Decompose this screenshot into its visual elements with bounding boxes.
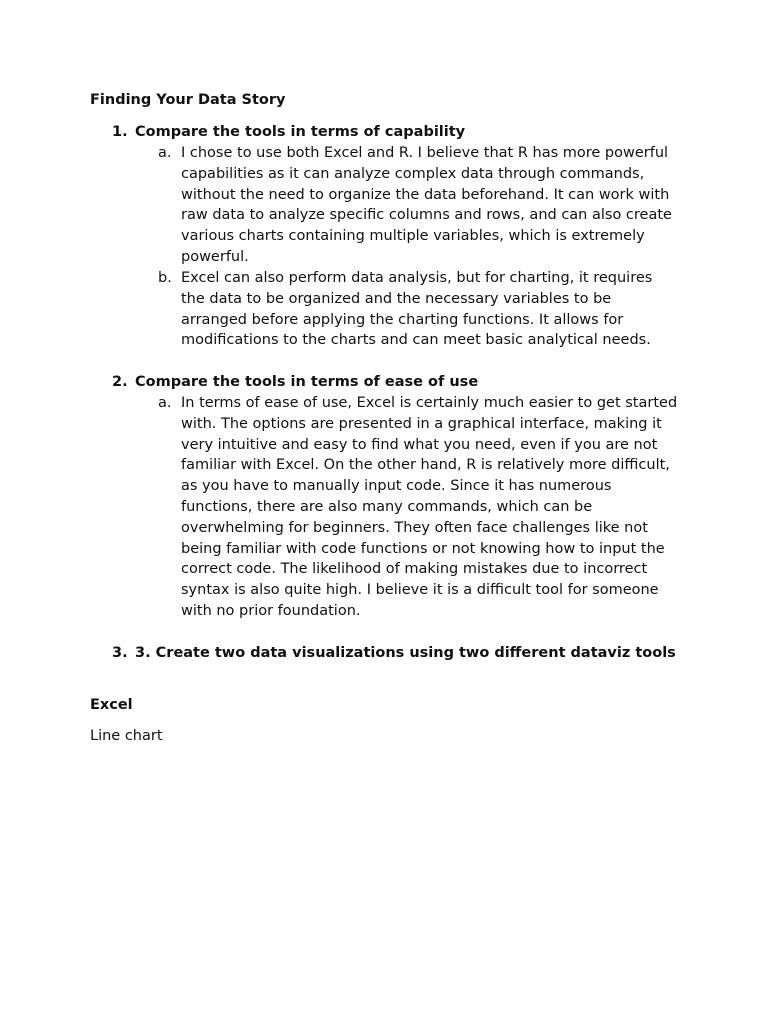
section-3-heading (90, 643, 680, 664)
section-2-item-a-letter: a. (158, 395, 172, 411)
section-1-title: Compare the tools in terms of capability (135, 124, 466, 140)
section-3-number: 3. (112, 645, 128, 661)
section-1-heading (90, 122, 680, 143)
section-2-item-a (90, 393, 680, 622)
document-title: Finding Your Data Story (90, 92, 286, 108)
section-1-item-a-letter: a. (158, 145, 172, 161)
section-2-item-a-text: In terms of ease of use, Excel is certainly much easier to get started with. The options are presented in a graphical interface, making it very intuitive and easy to find what you need, even if you are not familiar with Excel. On the other hand, R is relatively more difficult, as you have to manually input code. Since it has numerous functions, there are also many commands, which can be overwhelming for beginners. They often face challenges like not being familiar with code functions or not knowing how to input the correct code. The likelihood of making mistakes due to incorrect syntax is also quite high. I believe it is a difficult tool for someone with no prior foundation. (181, 395, 678, 619)
section-1-item-a-text: I chose to use both Excel and R. I believe that R has more powerful capabilities as it can analyze complex data through commands, without the need to organize the data beforehand. It can work with raw data to analyze specific columns and rows, and can also create various charts containing multiple variables, which is extremely powerful. (181, 145, 672, 265)
section-1-item-a (90, 143, 680, 268)
section-2-number: 2. (112, 374, 128, 390)
excel-heading: Excel (90, 697, 133, 713)
section-2-title: Compare the tools in terms of ease of use (135, 374, 479, 390)
section-1-item-b (90, 268, 680, 351)
section-1-number: 1. (112, 124, 128, 140)
section-1-item-b-text: Excel can also perform data analysis, but for charting, it requires the data to be organized and the necessary variables to be arranged before applying the charting functions. It allows for modifications to the charts and can meet basic analytical needs. (181, 270, 653, 349)
section-2-heading (90, 372, 680, 393)
line-chart-label: Line chart (90, 728, 163, 744)
section-3-title: 3. Create two data visualizations using two different dataviz tools (135, 645, 676, 661)
section-1-item-b-letter: b. (158, 270, 172, 286)
